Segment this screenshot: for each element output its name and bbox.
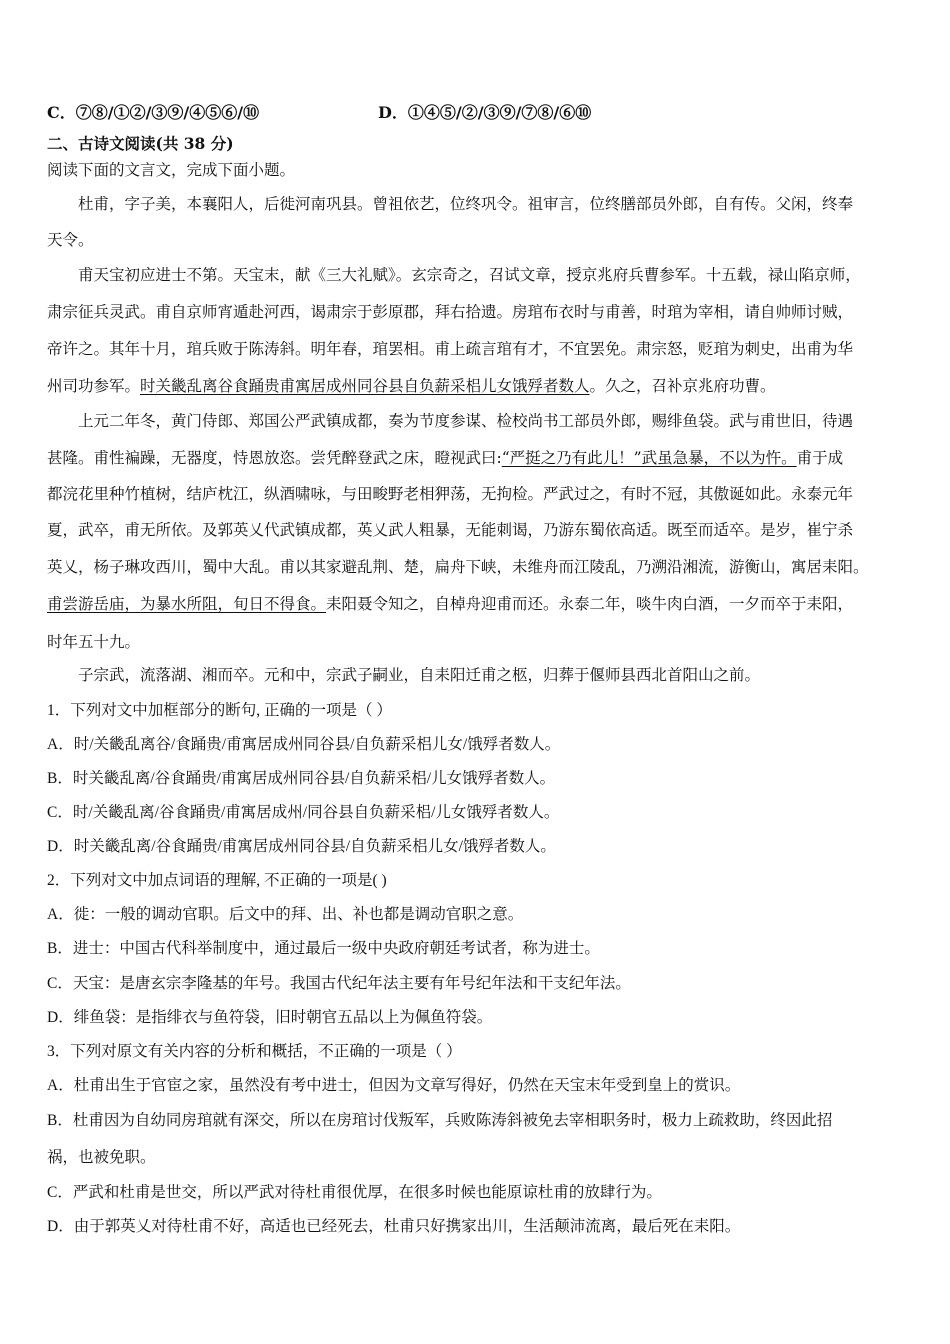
question-stem: 2．下列对文中加点词语的理解, 不正确的一项是( ) xyxy=(47,872,387,889)
passage-line: 英乂，杨子琳攻西川，蜀中大乱。甫以其家避乱荆、楚，扁舟下峡，未维舟而江陵乱，乃溯沿湘流，游衡山，寓居耒阳。 xyxy=(47,558,869,576)
answer-option-continuation: 祸，也被免职。 xyxy=(47,1149,156,1166)
option-d: D．①④⑤/②/③⑨/⑦⑧/⑥⑩ xyxy=(378,103,592,122)
answer-option[interactable]: B．时关畿乱离/谷食踊贵/甫寓居成州同谷县/自负薪采梠/儿女饿殍者数人。 xyxy=(47,770,556,787)
passage-text: 甚隆。甫性褊躁，无器度，恃恩放恣。尝凭醉登武之床，瞪视武曰: xyxy=(47,449,502,467)
option-c: C．⑦⑧/①②/③⑨/④⑤⑥/⑩ xyxy=(47,103,260,122)
passage-text: 甫于成 xyxy=(796,449,844,467)
passage-line: 都浣花里种竹植树，结庐枕江，纵酒啸咏，与田畯野老相狎荡，无拘检。严武过之，有时不冠，其傲诞如此。永泰元年 xyxy=(47,485,854,503)
answer-option[interactable]: C．天宝：是唐玄宗李隆基的年号。我国古代纪年法主要有年号纪年法和干支纪年法。 xyxy=(47,975,631,992)
underlined-sentence: 甫尝游岳庙，为暴水所阻，旬日不得食。 xyxy=(47,595,327,613)
passage-line xyxy=(47,375,917,397)
passage-line: 夏，武卒，甫无所依。及郭英乂代武镇成都，英乂武人粗暴，无能刺谒，乃游东蜀依高适。既至而适卒。是岁，崔宁杀 xyxy=(47,521,854,539)
passage-line xyxy=(47,447,917,469)
passage-line: 时年五十九。 xyxy=(47,633,141,651)
answer-option[interactable]: D．由于郭英乂对待杜甫不好，高适也已经死去，杜甫只好携家出川，生活颠沛流离，最后死在耒阳。 xyxy=(47,1218,741,1235)
answer-option[interactable]: C．时/关畿乱离/谷食踊贵/甫寓居成州/同谷县自负薪采梠/儿女饿殍者数人。 xyxy=(47,804,560,821)
answer-option[interactable]: D．绯鱼袋：是指绯衣与鱼符袋，旧时朝官五品以上为佩鱼符袋。 xyxy=(47,1009,493,1026)
passage-text: 耒阳聂令知之，自棹舟迎甫而还。永泰二年，啖牛肉白酒，一夕而卒于耒阳， xyxy=(326,595,854,613)
answer-option[interactable]: D．时关畿乱离/谷食踊贵/甫寓居成州同谷县/自负薪采梠儿女/饿殍者数人。 xyxy=(47,838,556,855)
framed-sentence: 时关畿乱离谷食踊贵甫寓居成州同谷县自负薪采梠儿女饿殍者数人 xyxy=(140,377,590,395)
passage-line: 子宗武，流落湖、湘而卒。元和中，宗武子嗣业，自耒阳迁甫之柩，归葬于偃师县西北首阳山之前。 xyxy=(78,666,761,684)
passage-line: 杜甫，字子美，本襄阳人，后徙河南巩县。曾祖依艺，位终巩令。祖审言，位终膳部员外郎，自有传。父闲，终奉 xyxy=(78,195,854,213)
section-instruction: 阅读下面的文言文，完成下面小题。 xyxy=(47,161,296,179)
answer-option[interactable]: C．严武和杜甫是世交，所以严武对待杜甫很优厚，在很多时候也能原谅杜甫的放肆行为。 xyxy=(47,1184,662,1201)
answer-option[interactable]: A．徙：一般的调动官职。后文中的拜、出、补也都是调动官职之意。 xyxy=(47,906,524,923)
section-heading: 二、古诗文阅读(共 38 分) xyxy=(47,134,234,153)
passage-line: 肃宗征兵灵武。甫自京师宵遁赴河西，谒肃宗于彭原郡，拜右拾遗。房琯布衣时与甫善，时琯为宰相，请自帅师讨贼， xyxy=(47,303,854,321)
passage-line: 上元二年冬，黄门侍郎、郑国公严武镇成都，奏为节度参谋、检校尚书工部员外郎，赐绯鱼袋。武与甫世旧，待遇 xyxy=(78,412,854,430)
passage-text: 。久之，召补京兆府功曹。 xyxy=(589,377,776,395)
answer-option[interactable]: A．杜甫出生于官宦之家，虽然没有考中进士，但因为文章写得好，仍然在天宝末年受到皇上的赏识。 xyxy=(47,1077,741,1094)
answer-option[interactable]: A．时/关畿乱离谷/食踊贵/甫寓居成州同谷县/自负薪采梠儿女/饿殍者数人。 xyxy=(47,736,561,753)
answer-option[interactable]: B．杜甫因为自幼同房琯就有深交，所以在房琯讨伐叛军，兵败陈涛斜被免去宰相职务时，极力上疏救助，终因此招 xyxy=(47,1112,833,1129)
question-stem: 1．下列对文中加框部分的断句, 正确的一项是（ ） xyxy=(47,702,392,719)
passage-text: 州司功参军。 xyxy=(47,377,141,395)
question-stem: 3．下列对原文有关内容的分析和概括，不正确的一项是（ ） xyxy=(47,1043,462,1060)
passage-line: 天令。 xyxy=(47,231,94,249)
passage-line: 帝许之。其年十月，琯兵败于陈涛斜。明年春，琯罢相。甫上疏言琯有才，不宜罢免。肃宗怒，贬琯为刺史，出甫为华 xyxy=(47,340,854,358)
underlined-sentence: “严挺之乃有此儿！”武虽急暴，不以为忤。 xyxy=(501,449,797,467)
passage-line: 甫天宝初应进士不第。天宝末，献《三大礼赋》。玄宗奇之，召试文章，授京兆府兵曹参军。十五载，禄山陷京师， xyxy=(78,266,861,284)
answer-option[interactable]: B．进士：中国古代科举制度中，通过最后一级中央政府朝廷考试者，称为进士。 xyxy=(47,940,600,957)
passage-line xyxy=(47,593,917,615)
